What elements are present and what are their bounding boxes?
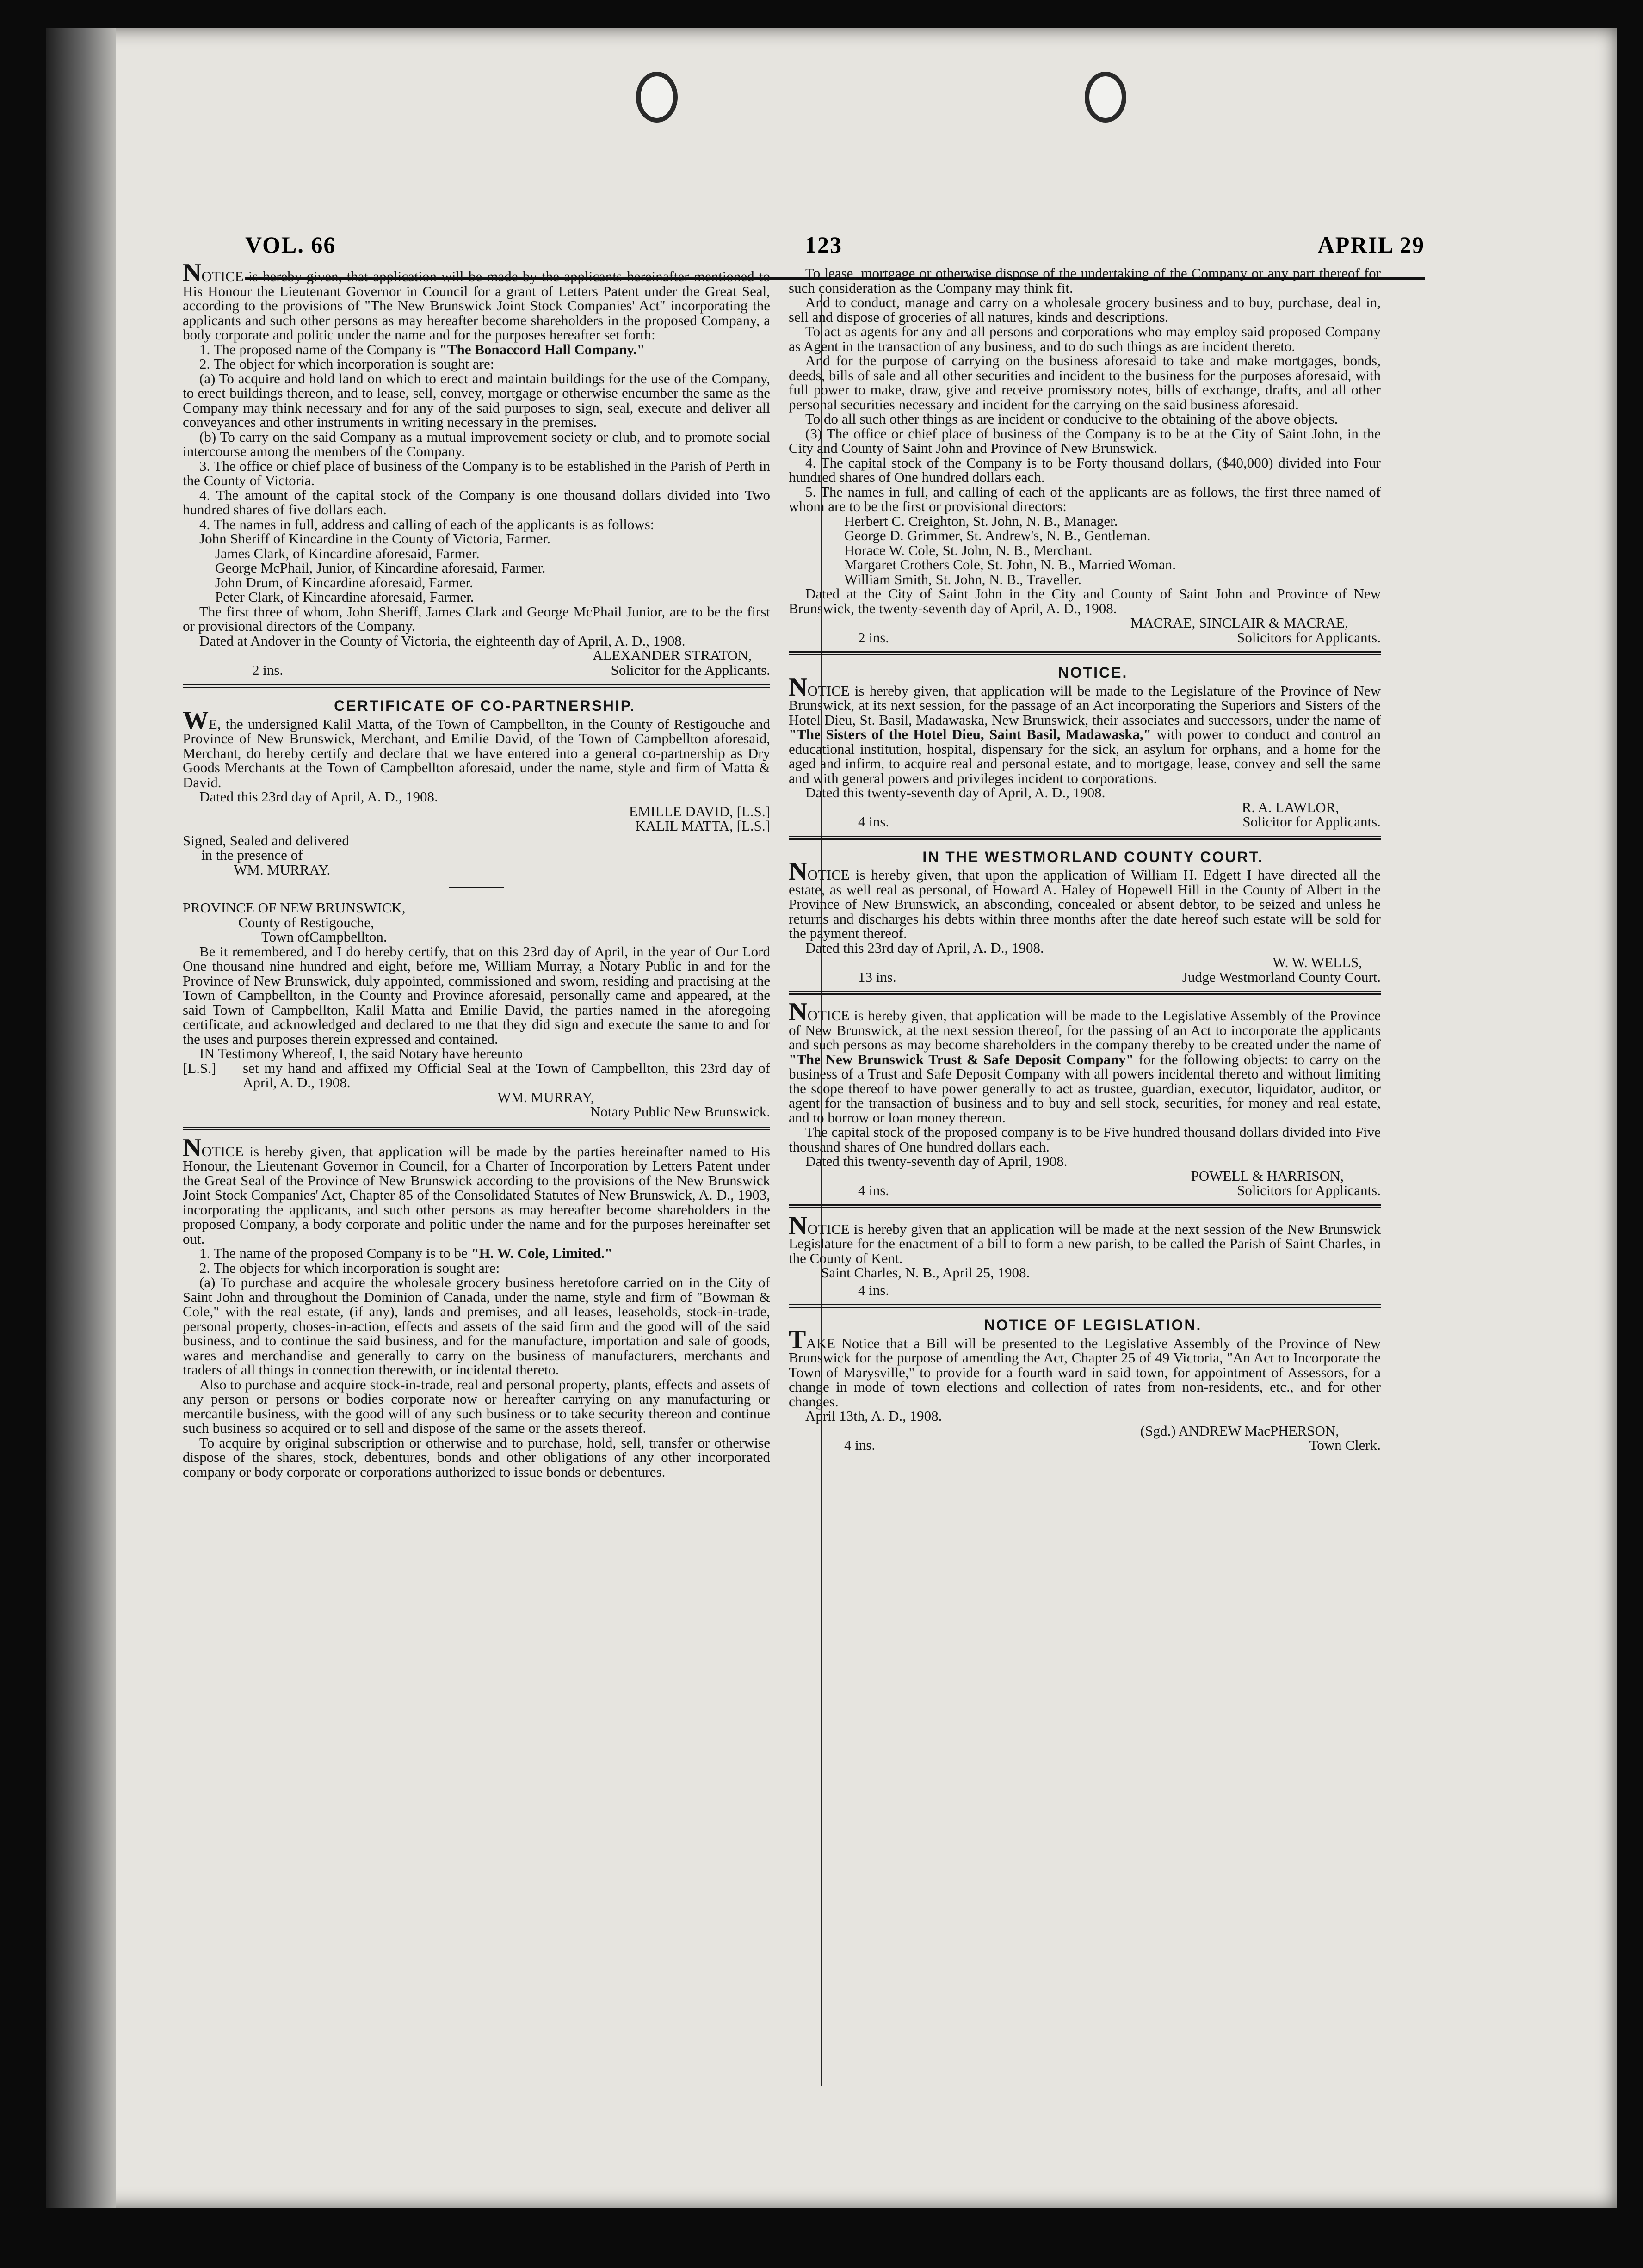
section-rule bbox=[183, 1127, 770, 1133]
section-rule bbox=[789, 991, 1381, 998]
notice-hw-cole: NOTICE is hereby given, that application will be made by the parties hereinafter named to His Honour, the Lieutenant Governor in Council, for a Charter of Incorporation by Letters Patent under the Great Seal of the Province of New Brunswick according to the provisions of the New Brunswick Joint Stock Companies' Act, Chapter 85 of the Consolidated Statutes of New Brunswick, A. D., 1903, incorporating the applicants, and such other persons as may hereafter become shareholders in the proposed Company, a body corporate and politic under the name and for the purposes hereinafter set out. 1. The name of the proposed Company is to be "H. W. Cole, Limited." 2. The objects for which incorporation is sought are: (a) To purchase and acquire the wholesale grocery business heretofore carried on in the City of Saint John and throughout the Dominion of Canada, under the name, style and firm of "Bowman & Cole," with the real estate, (if any), lands and premises, and all leases, leaseholds, stock-in-trade, personal property, choses-in-action, effects and assets of the said firm and the good will of the said business, and to continue the said business, and for the manufacture, importation and sale of goods, wares and merchandise and generally to carry on the business of manufacturers, merchants and traders of all things in connection therewith, or incidental thereto. Also to purchase and acquire stock-in-trade, real and personal property, plants, effects and assets of any person or persons or bodies corporate now or hereafter carrying on any manufacturing or mercantile business, with the good will of any such business or to take security thereon and continue such business so acquired or to sell and dispose of the same or the assets thereof. To acquire by original subscription or otherwise and to purchase, hold, sell, transfer or otherwise dispose of the shares, stock, debentures, bonds and other obligations of any other incorporated company or body corporate or corporations authorized to issue bonds or debentures. bbox=[183, 1133, 770, 1480]
section-heading: IN THE WESTMORLAND COUNTY COURT. bbox=[922, 848, 1264, 865]
page-header bbox=[245, 231, 1425, 268]
volume-label: VOL. 66 bbox=[245, 232, 336, 258]
certificate-copartnership: CERTIFICATE OF CO-PARTNERSHIP. WE, the undersigned Kalil Matta, of the Town of Campbellton, in the County of Restigouche and Province of New Brunswick, Merchant, and Emilie David, of the Town of Campbellton aforesaid, Merchant, do hereby certify and declare that we have entered into a general co-partnership as Dry Goods Merchants at the Town of Campbellton aforesaid, under the name, style and firm of Matta & David. Dated this 23rd day of April, A. D., 1908. EMILLE DAVID, [L.S.] KALIL MATTA, [L.S.] Signed, Sealed and delivered in the presence of WM. MURRAY. PROVINCE OF NEW BRUNSWICK, County of Restigouche, Town ofCampbellton. Be it remembered, and I do hereby certify, that on this 23rd day of April, in the year of Our Lord One thousand nine hundred and eight, before me, William Murray, a Notary Public in and for the Province of New Brunswick, duly appointed, commissioned and sworn, residing and practising at the Town of Campbellton, in the County and Province aforesaid, personally came and appeared, at the said Town of Campbellton, Kalil Matta and Emilie David, the parties named in the aforegoing certificate, and acknowledged and declared to me that they did sign and execute the same to and for the uses and purposes therein expressed and contained. IN Testimony Whereof, I, the said Notary have hereunto [L.S.] set my hand and affixed my Official Seal at the Town of Campbellton, this 23rd day of April, A. D., 1908. WM. MURRAY, Notary Public New Brunswick. bbox=[183, 697, 770, 1120]
notice-westmorland-court: IN THE WESTMORLAND COUNTY COURT. NOTICE is hereby given, that upon the application of William H. Edgett I have directed all the estate, as well real as personal, of Howard A. Haley of Hopewell Hill in the County of Albert in the Province of New Brunswick, an absconding, concealed or absent debtor, to be seized and unless he returns and discharges his debts within three months after the date hereof such estate will be sold for the payment thereof. Dated this 23rd day of April, A. D., 1908. W. W. WELLS, 13 ins. Judge Westmorland County Court. bbox=[789, 848, 1381, 985]
notice-trust-company: NOTICE is hereby given, that application will be made to the Legislative Assembly of the Province of New Brunswick, at the next session thereof, for the passing of an Act to incorporate the applicants and such persons as may become shareholders in the company thereby to be created under the name of "The New Brunswick Trust & Safe Deposit Company" for the following objects: to carry on the business of a Trust and Safe Deposit Company with all powers incidental thereto and without limiting the scope thereof to have power generally to act as trustee, guardian, executor, liquidator, auditor, or agent for the transaction of business and to buy and sell stock, securities, for money and real estate, and to borrow or loan money thereon. The capital stock of the proposed company is to be Five hundred thousand dollars divided into Five thousand shares of One hundred dollars each. Dated this twenty-seventh day of April, 1908. POWELL & HARRISON, 4 ins. Solicitors for Applicants. bbox=[789, 998, 1381, 1198]
notice-bonaccord: NOTICE is hereby given, that application will be made by the applicants hereinafter mentioned to His Honour the Lieutenant Governor in Council for a grant of Letters Patent under the Great Seal, according to the provisions of "The New Brunswick Joint Stock Companies' Act" incorporating the applicants and such other persons as may hereafter become shareholders in the proposed Company, a body corporate and politic under the name and for the purposes hereafter set forth: 1. The proposed name of the Company is "The Bonaccord Hall Company." 2. The object for which incorporation is sought are: (a) To acquire and hold land on which to erect and maintain buildings for the use of the Company, to erect buildings thereon, and to lease, sell, convey, mortgage or otherwise encumber the same as the Company may think necessary and for any of the said purposes to sign, seal, execute and deliver all conveyances and other instruments in writing necessary in the premises. (b) To carry on the said Company as a mutual improvement society or club, and to promote social intercourse among the members of the Company. 3. The office or chief place of business of the Company is to be established in the Parish of Perth in the County of Victoria. 4. The amount of the capital stock of the Company is one thousand dollars divided into Two hundred shares of five dollars each. 4. The names in full, address and calling of each of the applicants is as follows: John Sheriff of Kincardine in the County of Victoria, Farmer. James Clark, of Kincardine aforesaid, Farmer. George McPhail, Junior, of Kincardine aforesaid, Farmer. John Drum, of Kincardine aforesaid, Farmer. Peter Clark, of Kincardine aforesaid, Farmer. The first three of whom, John Sheriff, James Clark and George McPhail Junior, are to be the first or provisional directors of the Company. Dated at Andover in the County of Victoria, the eighteenth day of April, A. D., 1908. ALEXANDER STRATON, 2 ins. Solicitor for the Applicants. bbox=[183, 259, 770, 678]
notice-hw-cole-continued: To lease, mortgage or otherwise dispose of the undertaking of the Company or any part thereof for such consideration as the Company may think fit. And to conduct, manage and carry on a wholesale grocery business and to buy, purchase, deal in, sell and dispose of groceries of all natures, kinds and descriptions. To act as agents for any and all persons and corporations who may employ said proposed Company as Agent in the transaction of any business, and to do such things as are incident thereto. And for the purpose of carrying on the business aforesaid to take and make mortgages, bonds, deeds, bills of sale and all other securities and incident to the business for the purposes aforesaid, with full power to make, draw, give and receive promissory notes, bills of exchange, drafts, and all other personal securities necessary and incident for the carrying on the said business aforesaid. To do all such other things as are incident or conducive to the obtaining of the above objects. (3) The office or chief place of business of the Company is to be at the City of Saint John, in the City and County of Saint John and Province of New Brunswick. 4. The capital stock of the Company is to be Forty thousand dollars, ($40,000) divided into Four hundred shares of One hundred dollars each. 5. The names in full, and calling of each of the applicants are as follows, the first three named of whom are to be the first or provisional directors: Herbert C. Creighton, St. John, N. B., Manager. George D. Grimmer, St. Andrew's, N. B., Gentleman. Horace W. Cole, St. John, N. B., Merchant. Margaret Crothers Cole, St. John, N. B., Married Woman. William Smith, St. John, N. B., Traveller. Dated at the City of Saint John in the City and County of Saint John and Province of New Brunswick, the twenty-seventh day of April, A. D., 1908. MACRAE, SINCLAIR & MACRAE, 2 ins. Solicitors for Applicants. bbox=[789, 265, 1381, 646]
separator bbox=[449, 887, 504, 888]
notice-of-legislation: NOTICE OF LEGISLATION. TAKE Notice that a Bill will be presented to the Legislative Assembly of the Province of New Brunswick for the purpose of amending the Act, Chapter 25 of 49 Victoria, "An Act to Incorporate the Town of Marysville," to provide for a fourth ward in said town, for appointment of Assessors, for a change in mode of town elections and collection of rates from non-residents, etc., and for other changes. April 13th, A. D., 1908. (Sgd.) ANDREW MacPHERSON, 4 ins. Town Clerk. bbox=[789, 1317, 1381, 1453]
issue-date: APRIL 29 bbox=[1317, 232, 1425, 258]
right-column bbox=[789, 266, 1381, 1453]
punch-hole bbox=[636, 72, 678, 123]
page-number: 123 bbox=[805, 232, 842, 258]
page-edge-shadow bbox=[46, 28, 116, 2208]
notice-parish-saint-charles: NOTICE is hereby given that an application will be made at the next session of the New Brunswick Legislature for the enactment of a bill to form a new parish, to be called the Parish of Saint Charles, in the County of Kent. Saint Charles, N. B., April 25, 1908. 4 ins. bbox=[789, 1211, 1381, 1298]
signer: ALEXANDER STRATON, bbox=[593, 647, 752, 663]
section-rule bbox=[183, 684, 770, 690]
punch-hole bbox=[1085, 72, 1126, 123]
section-rule bbox=[789, 651, 1381, 658]
section-rule bbox=[789, 1204, 1381, 1211]
section-heading: CERTIFICATE OF CO-PARTNERSHIP. bbox=[334, 697, 636, 714]
section-heading: NOTICE. bbox=[1058, 664, 1128, 681]
notice-hotel-dieu: NOTICE. NOTICE is hereby given, that application will be made to the Legislature of the Province of New Brunswick, at its next session, for the passage of an Act incorporating the Superiors and Sisters of the Hotel Dieu, St. Basil, Madawaska, New Brunswick, their associates and successors, under the name of "The Sisters of the Hotel Dieu, Saint Basil, Madawaska," with power to conduct and control an educational institution, hospital, dispensary for the sick, an asylum for orphans, and a home for the aged and infirm, to acquire real and personal estate, and to mortgage, lease, convey and sell the same and with general powers and privileges incident to corporations. Dated this twenty-seventh day of April, A. D., 1908. R. A. LAWLOR, 4 ins. Solicitor for Applicants. bbox=[789, 664, 1381, 830]
section-heading: NOTICE OF LEGISLATION. bbox=[984, 1317, 1202, 1333]
section-rule bbox=[789, 1304, 1381, 1311]
section-rule bbox=[789, 836, 1381, 843]
left-column bbox=[183, 259, 770, 1480]
